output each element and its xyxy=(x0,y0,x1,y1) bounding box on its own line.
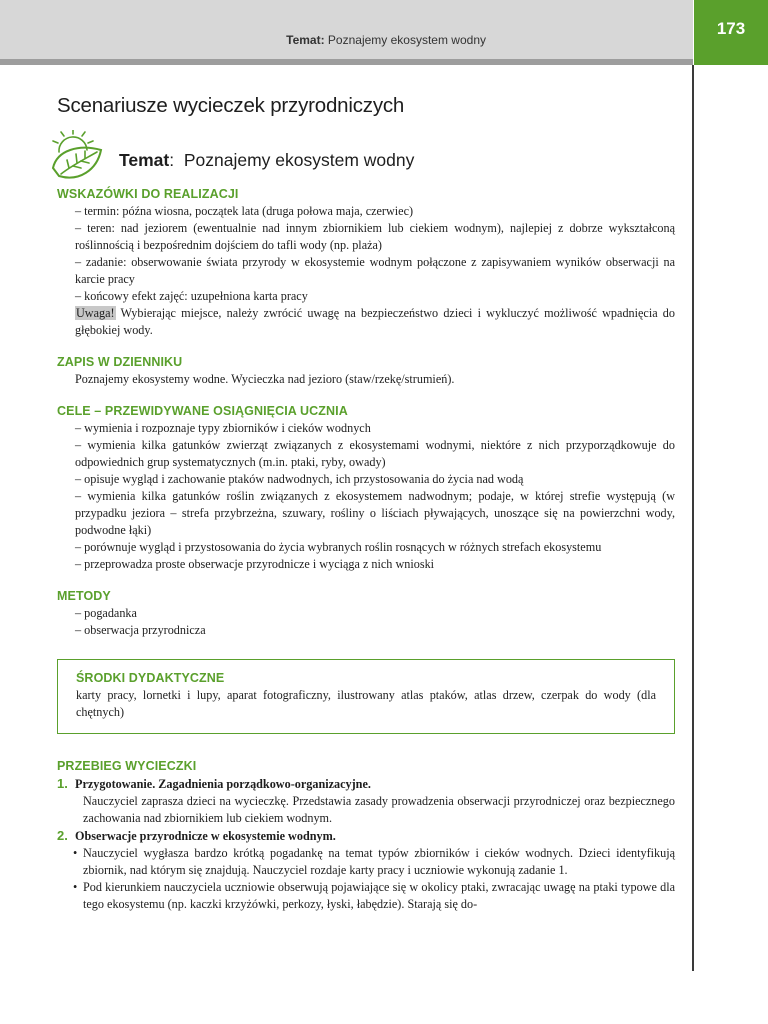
step-2-bullets xyxy=(57,845,675,913)
list-item: – opisuje wygląd i zachowanie ptaków nadwodnych, ich przystosowania do życia nad wodą xyxy=(75,472,524,486)
section-heading-metody: METODY xyxy=(57,589,111,603)
topic-heading xyxy=(119,150,414,171)
note-label: Uwaga! xyxy=(76,306,115,320)
list-item: Poznajemy ekosystemy wodne. Wycieczka nad jezioro (staw/rzekę/strumień). xyxy=(75,372,455,386)
page-title: Scenariusze wycieczek przyrodniczych xyxy=(57,94,405,117)
list-wskazowki xyxy=(57,203,675,339)
running-header xyxy=(286,33,486,47)
list-item: – porównuje wygląd i przystosowania do życia wybranych roślin rosnących w różnych strefach ekosystemu xyxy=(75,540,602,554)
step-number: 1. xyxy=(57,776,68,791)
step-number: 2. xyxy=(57,828,68,843)
list-item: – termin: późna wiosna, początek lata (druga połowa maja, czerwiec) xyxy=(75,204,414,218)
section-heading-srodki: ŚRODKI DYDAKTYCZNE xyxy=(76,671,225,685)
list-item: – wymienia kilka gatunków roślin związanych z ekosystemem nadwodnym; podaje, w której strefie występują (w przypadku jeziora – strefa przybrzeżna, szuwary, rośliny o liściach pływających, unoszące się na powierzchni wody, podwodne łąki) xyxy=(75,489,675,537)
section-heading-cele: CELE – PRZEWIDYWANE OSIĄGNIĘCIA UCZNIA xyxy=(57,404,348,418)
list-item: – obserwacja przyrodnicza xyxy=(75,623,206,637)
teaching-aids-text: karty pracy, lornetki i lupy, aparat fotograficzny, ilustrowany atlas ptaków, atlas drzew, czerpak do wody (dla chętnych) xyxy=(76,688,656,719)
leaf-sun-icon xyxy=(49,130,113,186)
margin-rule xyxy=(692,65,694,971)
page-number: 173 xyxy=(694,0,768,65)
topic-row xyxy=(57,130,675,186)
page-content xyxy=(57,94,675,913)
topic-separator: : xyxy=(169,150,175,170)
running-header-label: Temat: xyxy=(286,33,325,47)
list-cele xyxy=(57,420,675,573)
step-title: Przygotowanie. Zagadnienia porządkowo-organizacyjne. xyxy=(75,777,371,791)
note-text: Wybierając miejsce, należy zwrócić uwagę na bezpieczeństwo dzieci i wykluczyć możliwość wpadnięcia do głębokiej wody. xyxy=(75,306,675,337)
list-item: – przeprowadza proste obserwacje przyrodnicze i wyciąga z nich wnioski xyxy=(75,557,435,571)
list-zapis xyxy=(57,371,675,388)
section-heading-wskazowki: WSKAZÓWKI DO REALIZACJI xyxy=(57,187,239,201)
bullet-item: • Pod kierunkiem nauczyciela uczniowie obserwują pojawiające się w okolicy ptaki, zwracając uwagę na ptaki typowe dla tego ekosystemu (np. kaczki krzyżówki, perkozy, łyski, łabędzie). Starają się do- xyxy=(73,879,675,913)
step-1-text: Nauczyciel zaprasza dzieci na wycieczkę. Przedstawia zasady prowadzenia obserwacji przyrodniczej oraz bezpiecznego zachowania nad zbiornikiem lub ciekiem wodnym. xyxy=(83,794,675,825)
list-metody xyxy=(57,605,675,639)
list-item: – pogadanka xyxy=(75,606,137,620)
step-2-heading xyxy=(57,827,675,845)
bullet-item: • Nauczyciel wygłasza bardzo krótką pogadankę na temat typów zbiorników i cieków wodnych. Dzieci identyfikują zbiornik, nad którym się znajdują. Nauczyciel rozdaje karty pracy i uczniowie wykonują zadanie 1. xyxy=(73,845,675,879)
list-item: – zadanie: obserwowanie świata przyrody w ekosystemie wodnym połączone z zapisywaniem wyników obserwacji na karcie pracy xyxy=(75,255,675,286)
header-band xyxy=(0,0,693,59)
teaching-aids-box xyxy=(57,659,675,734)
list-item: – wymienia i rozpoznaje typy zbiorników i cieków wodnych xyxy=(75,421,371,435)
list-item: – wymienia kilka gatunków zwierząt związanych z ekosystemami wodnymi, niektóre z nich przyporządkowuje do odpowiednich grup systematycznych (m.in. ptaki, ryby, owady) xyxy=(75,438,675,469)
list-item: – teren: nad jeziorem (ewentualnie nad innym zbiornikiem lub ciekiem wodnym), najlepiej z dobrze wykształconą roślinnością i bezpośrednim dojściem do tafli wody (np. plaża) xyxy=(75,221,675,252)
step-1-heading xyxy=(57,775,675,793)
list-item: – końcowy efekt zajęć: uzupełniona karta pracy xyxy=(75,289,308,303)
topic-title: Poznajemy ekosystem wodny xyxy=(183,150,415,170)
header-divider xyxy=(0,59,693,65)
safety-note xyxy=(75,305,675,339)
running-header-title: Poznajemy ekosystem wodny xyxy=(327,33,486,47)
step-title: Obserwacje przyrodnicze w ekosystemie wodnym. xyxy=(75,829,336,843)
topic-label: Temat xyxy=(119,150,170,170)
section-heading-przebieg: PRZEBIEG WYCIECZKI xyxy=(57,759,197,773)
section-heading-zapis: ZAPIS W DZIENNIKU xyxy=(57,355,183,369)
